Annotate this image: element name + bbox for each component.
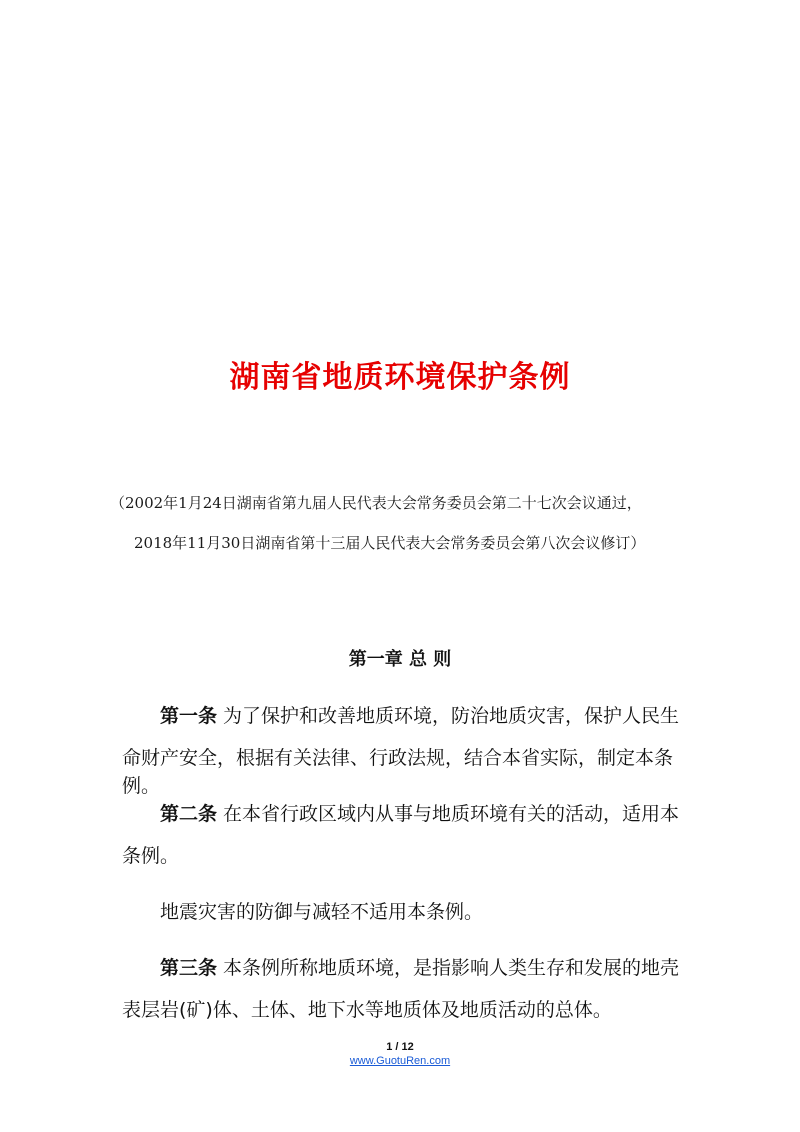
document-title: 湖南省地质环境保护条例 bbox=[229, 360, 571, 395]
article-3-continued: 表层岩(矿)体、土体、地下水等地质体及地质活动的总体。 bbox=[122, 999, 612, 1021]
article-2-label: 第二条 bbox=[160, 803, 218, 825]
website-link[interactable]: www.GuotuRen.com bbox=[349, 1055, 451, 1067]
article-3-text: 本条例所称地质环境，是指影响人类生存和发展的地壳 bbox=[217, 957, 680, 979]
article-2-continued: 条例。 bbox=[122, 845, 180, 867]
article-2 bbox=[122, 800, 740, 828]
article-2-paragraph-2: 地震灾害的防御与减轻不适用本条例。 bbox=[160, 901, 484, 923]
article-3-label: 第三条 bbox=[160, 957, 218, 979]
article-1-label: 第一条 bbox=[160, 705, 218, 727]
article-1-text: 为了保护和改善地质环境，防治地质灾害，保护人民生 bbox=[217, 705, 680, 727]
page-number: 1 / 12 bbox=[386, 1041, 414, 1053]
chapter-heading: 第一章 总 则 bbox=[348, 649, 452, 670]
revision-note: 2018年11月30日湖南省第十三届人民代表大会常务委员会第八次会议修订） bbox=[134, 534, 646, 552]
article-3 bbox=[122, 954, 740, 982]
article-1-continued: 命财产安全，根据有关法律、行政法规，结合本省实际，制定本条例。 bbox=[122, 747, 674, 797]
article-1 bbox=[122, 702, 740, 730]
article-2-text: 在本省行政区域内从事与地质环境有关的活动，适用本 bbox=[217, 803, 680, 825]
adoption-note: （2002年1月24日湖南省第九届人民代表大会常务委员会第二十七次会议通过， bbox=[110, 494, 642, 512]
